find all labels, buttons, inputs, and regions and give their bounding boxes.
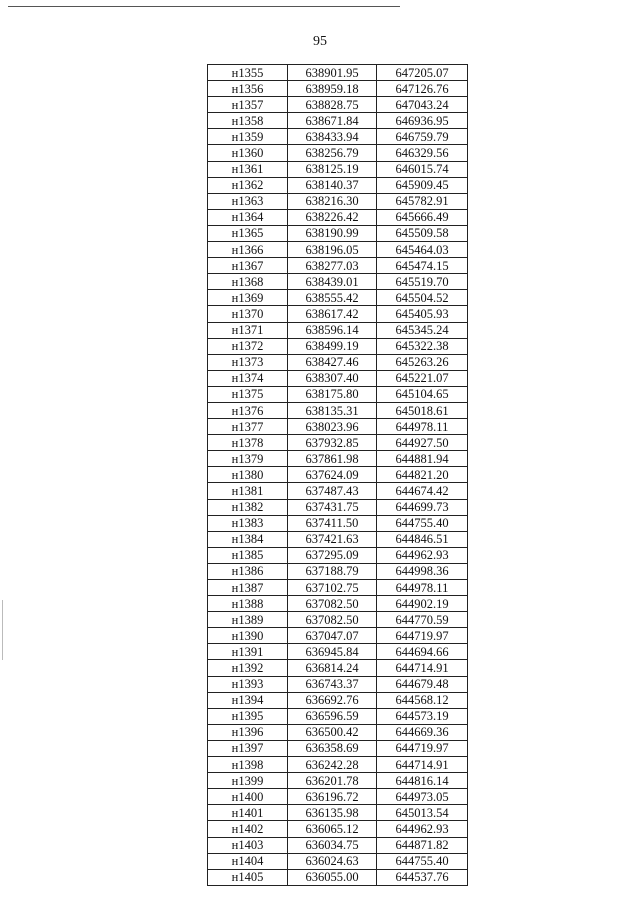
table-row: [208, 580, 468, 596]
coordinates-table: [207, 64, 468, 886]
point-id-cell: н1392: [208, 660, 288, 676]
x-coordinate-cell: 638307.40: [288, 370, 377, 386]
y-coordinate-cell: 644537.76: [377, 869, 468, 885]
point-id-cell: н1357: [208, 97, 288, 113]
x-coordinate-cell: 638901.95: [288, 65, 377, 81]
x-coordinate-cell: 638277.03: [288, 258, 377, 274]
y-coordinate-cell: 644871.82: [377, 837, 468, 853]
y-coordinate-cell: 645104.65: [377, 386, 468, 402]
table-row: [208, 740, 468, 756]
table-row: [208, 419, 468, 435]
x-coordinate-cell: 636196.72: [288, 789, 377, 805]
y-coordinate-cell: 644962.93: [377, 547, 468, 563]
point-id-cell: н1382: [208, 499, 288, 515]
table-row: [208, 853, 468, 869]
point-id-cell: н1391: [208, 644, 288, 660]
point-id-cell: н1367: [208, 258, 288, 274]
y-coordinate-cell: 644755.40: [377, 515, 468, 531]
table-row: [208, 161, 468, 177]
x-coordinate-cell: 638427.46: [288, 354, 377, 370]
point-id-cell: н1380: [208, 467, 288, 483]
table-row: [208, 65, 468, 81]
x-coordinate-cell: 637861.98: [288, 451, 377, 467]
y-coordinate-cell: 645666.49: [377, 209, 468, 225]
x-coordinate-cell: 637932.85: [288, 435, 377, 451]
table-row: [208, 724, 468, 740]
point-id-cell: н1366: [208, 242, 288, 258]
page-number: 95: [313, 34, 327, 49]
point-id-cell: н1383: [208, 515, 288, 531]
table-row: [208, 209, 468, 225]
point-id-cell: н1378: [208, 435, 288, 451]
y-coordinate-cell: 645464.03: [377, 242, 468, 258]
y-coordinate-cell: 645504.52: [377, 290, 468, 306]
coordinates-table-body: [208, 65, 468, 886]
x-coordinate-cell: 636596.59: [288, 708, 377, 724]
table-row: [208, 435, 468, 451]
table-row: [208, 402, 468, 418]
y-coordinate-cell: 644573.19: [377, 708, 468, 724]
y-coordinate-cell: 646015.74: [377, 161, 468, 177]
x-coordinate-cell: 637411.50: [288, 515, 377, 531]
x-coordinate-cell: 636242.28: [288, 757, 377, 773]
table-row: [208, 789, 468, 805]
y-coordinate-cell: 645474.15: [377, 258, 468, 274]
x-coordinate-cell: 636024.63: [288, 853, 377, 869]
table-row: [208, 515, 468, 531]
x-coordinate-cell: 638433.94: [288, 129, 377, 145]
table-row: [208, 274, 468, 290]
table-row: [208, 145, 468, 161]
x-coordinate-cell: 638140.37: [288, 177, 377, 193]
y-coordinate-cell: 644674.42: [377, 483, 468, 499]
y-coordinate-cell: 647043.24: [377, 97, 468, 113]
x-coordinate-cell: 637047.07: [288, 628, 377, 644]
y-coordinate-cell: 645263.26: [377, 354, 468, 370]
y-coordinate-cell: 645013.54: [377, 805, 468, 821]
x-coordinate-cell: 638190.99: [288, 225, 377, 241]
point-id-cell: н1404: [208, 853, 288, 869]
y-coordinate-cell: 644881.94: [377, 451, 468, 467]
point-id-cell: н1355: [208, 65, 288, 81]
point-id-cell: н1399: [208, 773, 288, 789]
x-coordinate-cell: 637188.79: [288, 563, 377, 579]
y-coordinate-cell: 644821.20: [377, 467, 468, 483]
y-coordinate-cell: 644719.97: [377, 740, 468, 756]
table-row: [208, 290, 468, 306]
y-coordinate-cell: 645322.38: [377, 338, 468, 354]
table-row: [208, 644, 468, 660]
y-coordinate-cell: 644694.66: [377, 644, 468, 660]
x-coordinate-cell: 638256.79: [288, 145, 377, 161]
point-id-cell: н1386: [208, 563, 288, 579]
table-row: [208, 708, 468, 724]
point-id-cell: н1401: [208, 805, 288, 821]
point-id-cell: н1389: [208, 612, 288, 628]
x-coordinate-cell: 637082.50: [288, 612, 377, 628]
table-row: [208, 660, 468, 676]
table-row: [208, 451, 468, 467]
y-coordinate-cell: 645405.93: [377, 306, 468, 322]
x-coordinate-cell: 636692.76: [288, 692, 377, 708]
table-row: [208, 547, 468, 563]
table-row: [208, 177, 468, 193]
table-row: [208, 258, 468, 274]
y-coordinate-cell: 644978.11: [377, 580, 468, 596]
x-coordinate-cell: 636743.37: [288, 676, 377, 692]
point-id-cell: н1379: [208, 451, 288, 467]
x-coordinate-cell: 637421.63: [288, 531, 377, 547]
y-coordinate-cell: 645782.91: [377, 193, 468, 209]
x-coordinate-cell: 638499.19: [288, 338, 377, 354]
point-id-cell: н1387: [208, 580, 288, 596]
x-coordinate-cell: 636358.69: [288, 740, 377, 756]
y-coordinate-cell: 645345.24: [377, 322, 468, 338]
point-id-cell: н1402: [208, 821, 288, 837]
y-coordinate-cell: 644714.91: [377, 660, 468, 676]
table-row: [208, 113, 468, 129]
y-coordinate-cell: 647126.76: [377, 81, 468, 97]
x-coordinate-cell: 638617.42: [288, 306, 377, 322]
table-row: [208, 354, 468, 370]
point-id-cell: н1388: [208, 596, 288, 612]
table-row: [208, 193, 468, 209]
point-id-cell: н1393: [208, 676, 288, 692]
x-coordinate-cell: 637102.75: [288, 580, 377, 596]
point-id-cell: н1369: [208, 290, 288, 306]
margin-mark: [2, 600, 3, 660]
table-row: [208, 805, 468, 821]
point-id-cell: н1362: [208, 177, 288, 193]
table-row: [208, 628, 468, 644]
x-coordinate-cell: 638175.80: [288, 386, 377, 402]
point-id-cell: н1361: [208, 161, 288, 177]
y-coordinate-cell: 644755.40: [377, 853, 468, 869]
table-row: [208, 499, 468, 515]
table-row: [208, 596, 468, 612]
table-row: [208, 483, 468, 499]
y-coordinate-cell: 644719.97: [377, 628, 468, 644]
point-id-cell: н1372: [208, 338, 288, 354]
point-id-cell: н1375: [208, 386, 288, 402]
point-id-cell: н1405: [208, 869, 288, 885]
point-id-cell: н1363: [208, 193, 288, 209]
x-coordinate-cell: 638671.84: [288, 113, 377, 129]
top-rule: [8, 6, 400, 7]
table-row: [208, 129, 468, 145]
y-coordinate-cell: 644669.36: [377, 724, 468, 740]
y-coordinate-cell: 644927.50: [377, 435, 468, 451]
table-row: [208, 467, 468, 483]
y-coordinate-cell: 647205.07: [377, 65, 468, 81]
point-id-cell: н1364: [208, 209, 288, 225]
table-row: [208, 869, 468, 885]
y-coordinate-cell: 644998.36: [377, 563, 468, 579]
x-coordinate-cell: 637082.50: [288, 596, 377, 612]
y-coordinate-cell: 646329.56: [377, 145, 468, 161]
point-id-cell: н1365: [208, 225, 288, 241]
y-coordinate-cell: 645018.61: [377, 402, 468, 418]
table-row: [208, 81, 468, 97]
x-coordinate-cell: 636201.78: [288, 773, 377, 789]
table-row: [208, 531, 468, 547]
x-coordinate-cell: 637624.09: [288, 467, 377, 483]
x-coordinate-cell: 636135.98: [288, 805, 377, 821]
x-coordinate-cell: 636055.00: [288, 869, 377, 885]
y-coordinate-cell: 644816.14: [377, 773, 468, 789]
point-id-cell: н1359: [208, 129, 288, 145]
table-row: [208, 322, 468, 338]
point-id-cell: н1371: [208, 322, 288, 338]
table-row: [208, 97, 468, 113]
table-row: [208, 692, 468, 708]
point-id-cell: н1400: [208, 789, 288, 805]
x-coordinate-cell: 638226.42: [288, 209, 377, 225]
x-coordinate-cell: 637295.09: [288, 547, 377, 563]
point-id-cell: н1360: [208, 145, 288, 161]
y-coordinate-cell: 645221.07: [377, 370, 468, 386]
y-coordinate-cell: 644973.05: [377, 789, 468, 805]
x-coordinate-cell: 638125.19: [288, 161, 377, 177]
point-id-cell: н1394: [208, 692, 288, 708]
point-id-cell: н1370: [208, 306, 288, 322]
x-coordinate-cell: 636065.12: [288, 821, 377, 837]
y-coordinate-cell: 644770.59: [377, 612, 468, 628]
x-coordinate-cell: 638828.75: [288, 97, 377, 113]
y-coordinate-cell: 644679.48: [377, 676, 468, 692]
point-id-cell: н1390: [208, 628, 288, 644]
point-id-cell: н1376: [208, 402, 288, 418]
point-id-cell: н1395: [208, 708, 288, 724]
table-row: [208, 370, 468, 386]
table-row: [208, 225, 468, 241]
point-id-cell: н1368: [208, 274, 288, 290]
y-coordinate-cell: 644846.51: [377, 531, 468, 547]
x-coordinate-cell: 638196.05: [288, 242, 377, 258]
x-coordinate-cell: 638023.96: [288, 419, 377, 435]
point-id-cell: н1374: [208, 370, 288, 386]
table-row: [208, 773, 468, 789]
table-row: [208, 386, 468, 402]
x-coordinate-cell: 638216.30: [288, 193, 377, 209]
table-row: [208, 242, 468, 258]
y-coordinate-cell: 644714.91: [377, 757, 468, 773]
table-row: [208, 676, 468, 692]
y-coordinate-cell: 644568.12: [377, 692, 468, 708]
point-id-cell: н1384: [208, 531, 288, 547]
point-id-cell: н1373: [208, 354, 288, 370]
table-row: [208, 338, 468, 354]
x-coordinate-cell: 638439.01: [288, 274, 377, 290]
point-id-cell: н1356: [208, 81, 288, 97]
point-id-cell: н1397: [208, 740, 288, 756]
x-coordinate-cell: 638555.42: [288, 290, 377, 306]
y-coordinate-cell: 644902.19: [377, 596, 468, 612]
point-id-cell: н1381: [208, 483, 288, 499]
point-id-cell: н1377: [208, 419, 288, 435]
y-coordinate-cell: 645509.58: [377, 225, 468, 241]
point-id-cell: н1385: [208, 547, 288, 563]
point-id-cell: н1396: [208, 724, 288, 740]
x-coordinate-cell: 637487.43: [288, 483, 377, 499]
point-id-cell: н1403: [208, 837, 288, 853]
point-id-cell: н1398: [208, 757, 288, 773]
table-row: [208, 306, 468, 322]
x-coordinate-cell: 636034.75: [288, 837, 377, 853]
x-coordinate-cell: 636945.84: [288, 644, 377, 660]
table-row: [208, 757, 468, 773]
y-coordinate-cell: 646759.79: [377, 129, 468, 145]
y-coordinate-cell: 644978.11: [377, 419, 468, 435]
y-coordinate-cell: 645909.45: [377, 177, 468, 193]
x-coordinate-cell: 636814.24: [288, 660, 377, 676]
x-coordinate-cell: 638135.31: [288, 402, 377, 418]
table-row: [208, 837, 468, 853]
x-coordinate-cell: 638596.14: [288, 322, 377, 338]
y-coordinate-cell: 645519.70: [377, 274, 468, 290]
table-row: [208, 612, 468, 628]
y-coordinate-cell: 644962.93: [377, 821, 468, 837]
x-coordinate-cell: 636500.42: [288, 724, 377, 740]
x-coordinate-cell: 638959.18: [288, 81, 377, 97]
y-coordinate-cell: 644699.73: [377, 499, 468, 515]
x-coordinate-cell: 637431.75: [288, 499, 377, 515]
point-id-cell: н1358: [208, 113, 288, 129]
y-coordinate-cell: 646936.95: [377, 113, 468, 129]
table-row: [208, 821, 468, 837]
table-row: [208, 563, 468, 579]
